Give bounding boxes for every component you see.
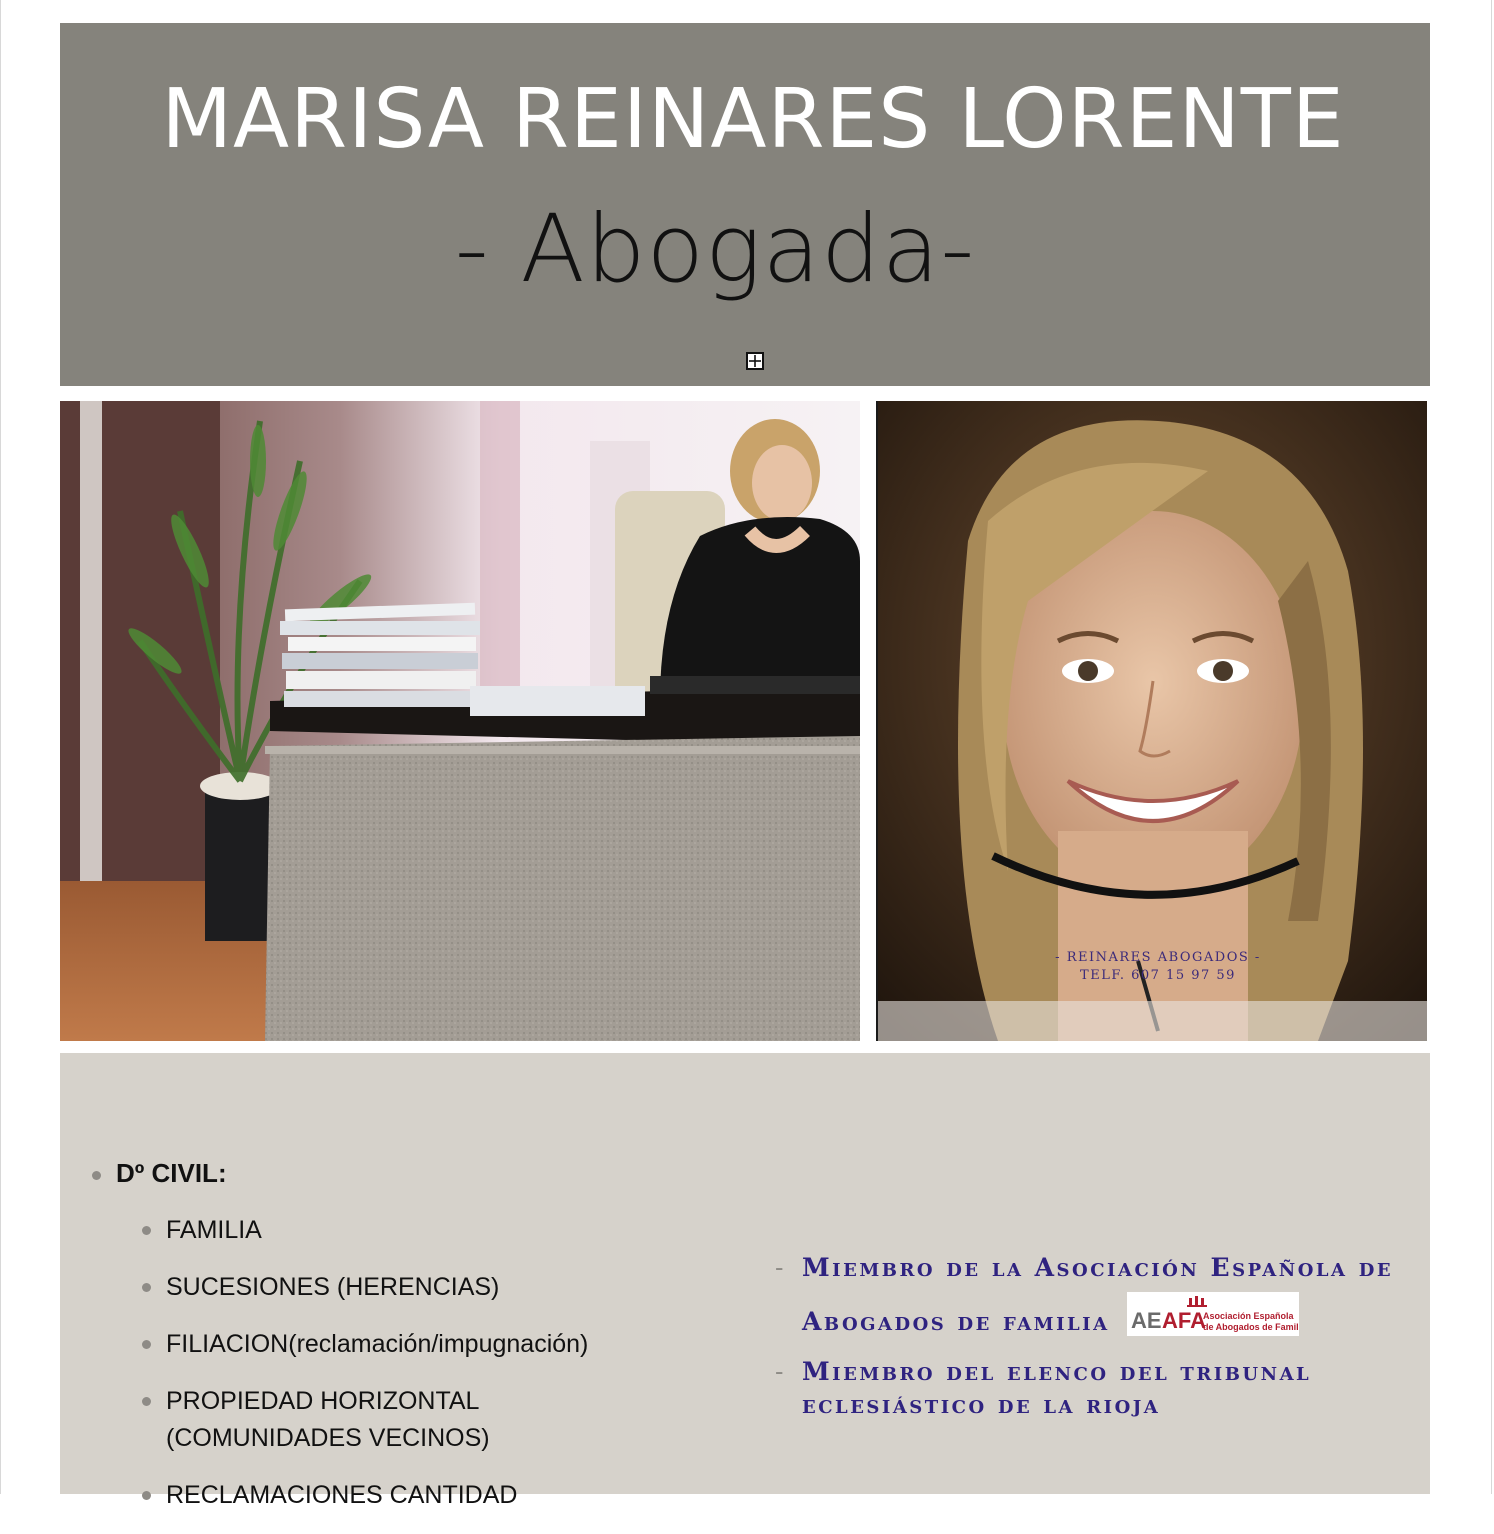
watermark-line2: TELF. 607 15 97 59 (1080, 968, 1236, 983)
portrait-photo (876, 401, 1427, 1041)
logo-acronym-ae: AE (1130, 1307, 1162, 1333)
logo-acronym-afa: AFA (1161, 1307, 1206, 1333)
memberships-list (775, 1241, 1415, 1421)
bullet-icon (142, 1226, 151, 1235)
membership-item (775, 1355, 1415, 1421)
office-photo (60, 401, 860, 1041)
bullet-icon (142, 1491, 151, 1500)
logo-line1: Asociación Española (1202, 1310, 1294, 1321)
membership-item (775, 1241, 1415, 1349)
expand-button[interactable] (746, 352, 764, 370)
membership-label: Miembro del elenco del tribunal eclesiástico de la rioja (802, 1357, 1312, 1419)
info-panel (60, 1053, 1430, 1509)
logo-line2: de Abogados de Familia (1202, 1321, 1299, 1332)
list-item (140, 1477, 710, 1514)
list-item (140, 1269, 710, 1306)
list-item (140, 1383, 586, 1457)
membership-label: Miembro de la Asociación Española de Abogados de familia (802, 1253, 1394, 1336)
aeafa-logo (1127, 1292, 1299, 1336)
page-title: MARISA REINARES LORENTE (161, 72, 1345, 167)
aeafa-logo-image (1127, 1292, 1299, 1336)
dash-marker: - (775, 1357, 786, 1386)
list-item (140, 1326, 710, 1363)
bullet-icon (142, 1340, 151, 1349)
bullet-icon (142, 1397, 151, 1406)
bullet-icon (92, 1171, 101, 1180)
plus-icon (748, 354, 762, 368)
list-item-label: FILIACION(reclamación/impugnación) (166, 1330, 589, 1358)
page-subtitle: - Abogada- (454, 195, 976, 304)
services-list (90, 1158, 710, 1534)
header-banner (60, 23, 1430, 386)
list-item-label: SUCESIONES (HERENCIAS) (166, 1273, 500, 1301)
list-item (140, 1212, 710, 1249)
photo-watermark (1008, 949, 1308, 985)
list-item-label: FAMILIA (166, 1216, 262, 1244)
service-category-label: Dº CIVIL: (116, 1158, 227, 1188)
portrait-image (878, 401, 1427, 1041)
list-item-label: PROPIEDAD HORIZONTAL (COMUNIDADES VECINOS) (166, 1387, 490, 1452)
watermark-line1: - REINARES ABOGADOS - (1055, 950, 1261, 965)
dash-marker: - (775, 1253, 786, 1282)
service-category (90, 1158, 710, 1194)
list-item-label: RECLAMACIONES CANTIDAD (166, 1481, 518, 1509)
office-scene-image (60, 401, 860, 1041)
bullet-icon (142, 1283, 151, 1292)
service-sublist (90, 1212, 710, 1514)
